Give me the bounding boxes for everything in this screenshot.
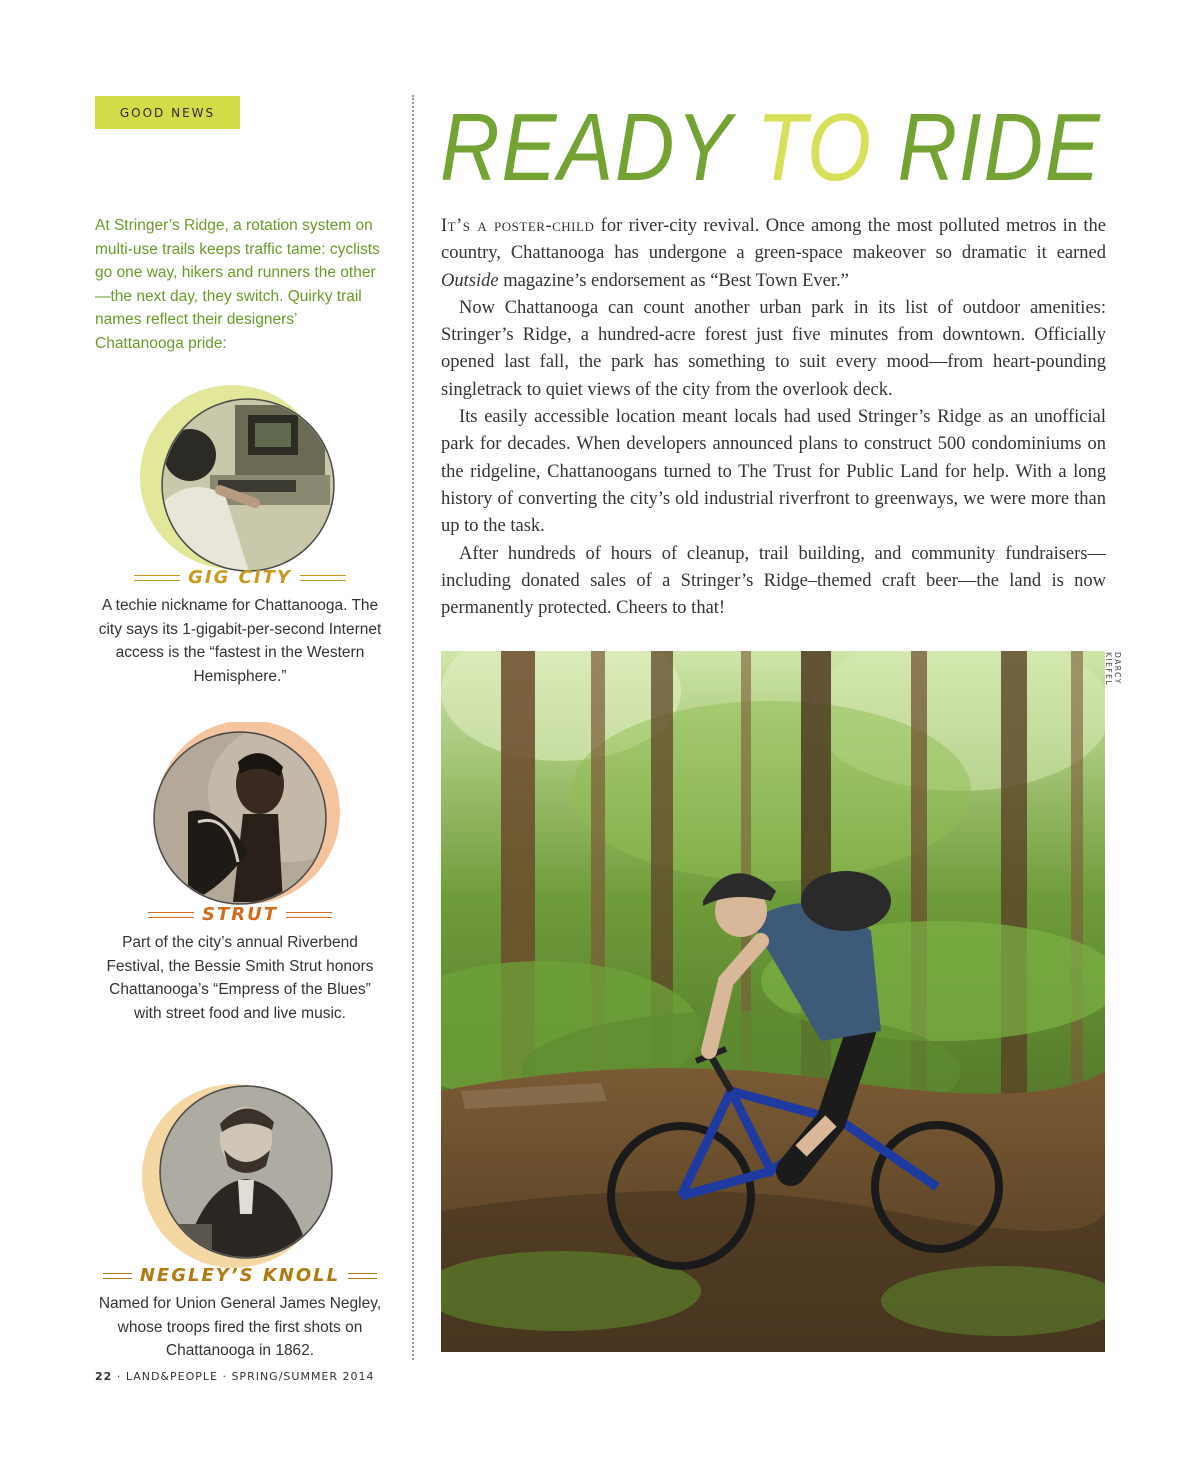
intro-paragraph: At Stringer’s Ridge, a rotation system on multi-use trails keeps traffic tame: cyclists go one way, hikers and runners the other—the next day, they switch. Quirky trail names reflect their designers’ Chattanooga pride:: [95, 217, 380, 352]
general-negley-photo: [139, 1084, 342, 1286]
trail-name-negleys-knoll: [95, 1265, 385, 1286]
section-tag: [95, 96, 240, 129]
mountain-biker-photo: [441, 651, 1105, 1352]
lead-in: It’s a poster-child: [441, 216, 595, 236]
strut-portrait: [148, 722, 348, 922]
photo-credit: DARCY KIEFEL: [1104, 652, 1122, 687]
negleys-knoll-portrait: [139, 1084, 342, 1286]
forest-trail-illustration: [441, 651, 1105, 1352]
page-footer: [95, 1370, 375, 1383]
gig-city-portrait: [140, 385, 340, 585]
publication-name: LAND&PEOPLE: [125, 1370, 218, 1383]
article-body: [441, 213, 1106, 622]
trail-description-gig-city: A techie nickname for Chattanooga. The city says its 1-gigabit-per-second Internet access is the “fastest in the Western Hemisphere.”: [98, 597, 382, 685]
bessie-smith-photo: [148, 722, 348, 922]
trail-title: GIG CITY: [188, 567, 292, 588]
magazine-name: Outside: [441, 270, 499, 291]
paragraph-1-text-b: magazine’s endorsement as “Best Town Ever.”: [498, 270, 849, 291]
footer-separator: ·: [222, 1370, 227, 1383]
section-tag-label: GOOD NEWS: [119, 105, 216, 120]
headline: [440, 88, 1102, 208]
trail-title: NEGLEY’S KNOLL: [139, 1265, 341, 1286]
computer-user-photo: [140, 385, 340, 585]
article-paragraph-2: Now Chattanooga can count another urban park in its list of outdoor amenities: Stringer’s Ridge, a hundred-acre forest just five minutes from downtown. Officially opened last fall, the park has something to suit every mood—from heart-pounding singletrack to quiet views of the city from the overlook deck.: [441, 297, 1106, 400]
heading-rule-right: [286, 912, 332, 918]
trail-name-gig-city: [95, 567, 385, 588]
trail-description-strut: Part of the city’s annual Riverbend Festival, the Bessie Smith Strut honors Chattanooga’s “Empress of the Blues” with street food and live music.: [106, 934, 374, 1022]
headline-word-to: TO: [756, 94, 873, 201]
heading-rule-right: [300, 575, 346, 581]
heading-rule-left: [103, 1273, 132, 1279]
paragraph-1-text-a: for river-city revival. Once among the most polluted metros in the country, Chattanooga has undergone a green-space makeover so dramatic it earned: [441, 216, 1106, 264]
trail-title: STRUT: [202, 904, 278, 925]
issue-date: SPRING/SUMMER 2014: [231, 1370, 375, 1383]
headline-word-ride: RIDE: [897, 94, 1102, 201]
column-divider: [412, 95, 414, 1360]
trail-name-strut: [95, 904, 385, 925]
article-paragraph-4: After hundreds of hours of cleanup, trail building, and community fundraisers—including donated sales of a Stringer’s Ridge–themed craft beer—the land is now permanently protected. Cheers to that!: [441, 543, 1106, 619]
footer-separator: ·: [116, 1370, 122, 1383]
heading-rule-left: [148, 912, 194, 918]
heading-rule-left: [134, 575, 180, 581]
article-paragraph-1: [441, 213, 1106, 295]
headline-word-ready: READY: [440, 94, 732, 201]
page-number: 22: [95, 1370, 113, 1383]
trail-description-negleys-knoll: Named for Union General James Negley, whose troops fired the first shots on Chattanooga in 1862.: [98, 1295, 382, 1359]
article-paragraph-3: Its easily accessible location meant locals had used Stringer’s Ridge as an unofficial park for decades. When developers announced plans to construct 500 condominiums on the ridgeline, Chattanoogans turned to The Trust for Public Land for help. With a long history of converting the city’s old industrial riverfront to greenways, we were more than up to the task.: [441, 407, 1106, 537]
heading-rule-right: [348, 1273, 377, 1279]
